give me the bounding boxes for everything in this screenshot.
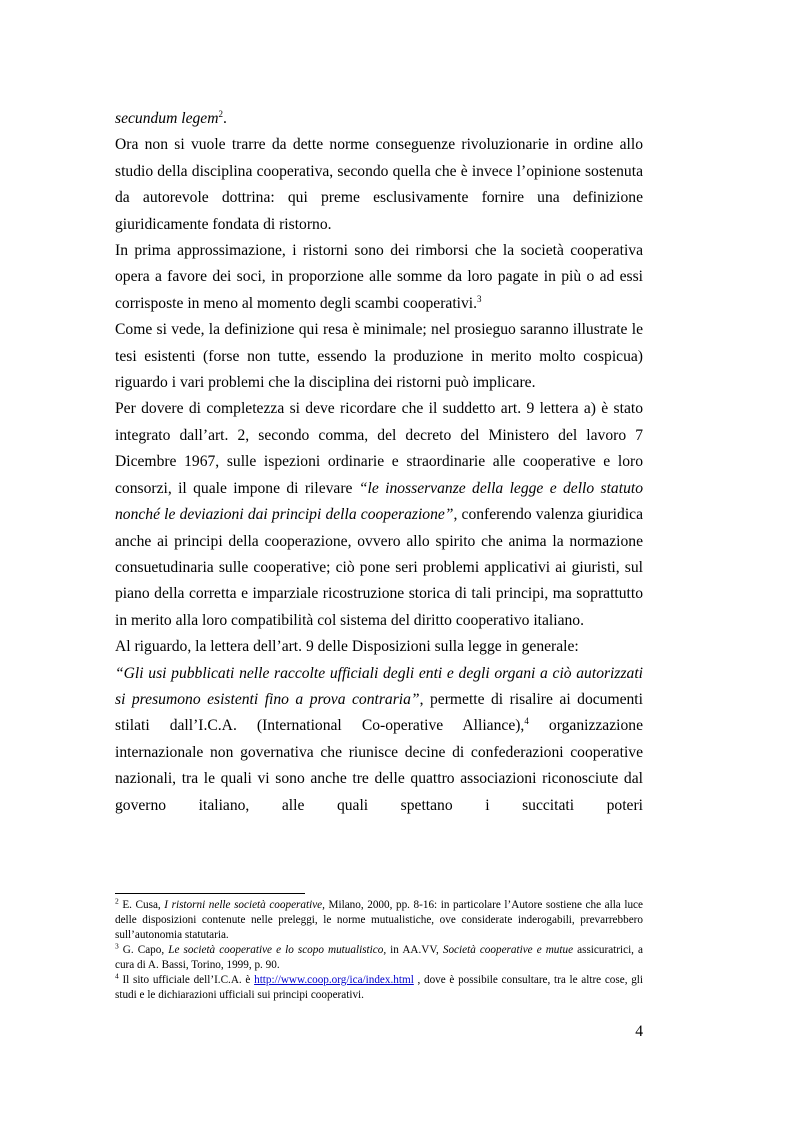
text-fragment: Per dovere di completezza si deve ricordare che il suddetto art. 9 lettera a) è stato integrato dall’art. 2, secondo comma, del decreto del Ministero del lavoro 7 Dicembre 1967, sulle ispezioni ordinarie e straordinarie alle cooperative e loro consorzi, il quale impone di rilevare <box>115 400 643 497</box>
text-fragment: . <box>223 110 227 127</box>
paragraph-1 <box>115 106 643 132</box>
italic-text: secundum legem <box>115 110 219 127</box>
paragraph-5 <box>115 396 643 634</box>
page-number: 4 <box>635 1023 643 1040</box>
text-fragment: organizzazione internazionale non governativa che riunisce decine di confederazioni cooperative nazionali, tra le quali vi sono anche tre delle quattro associazioni riconosciute dal governo italiano, alle quali spettano i succitati poteri <box>115 717 643 814</box>
text-fragment: , conferendo valenza giuridica anche ai principi della cooperazione, ovvero allo spirito che anima la normazione consuetudinaria sulle cooperative; ciò pone seri problemi applicativi ai giuristi, sul piano della corretta e imparziale ricostruzione storica di tali principi, ma soprattutto in merito alla loro compatibilità col sistema del diritto cooperativo italiano. <box>115 506 643 629</box>
italic-text: I ristorni nelle società cooperative, <box>164 899 325 911</box>
paragraph-2: Ora non si vuole trarre da dette norme conseguenze rivoluzionarie in ordine allo studio della disciplina cooperativa, secondo quella che è invece l’opinione sostenuta da autorevole dottrina: qui preme esclusivamente fornire una definizione giuridicamente fondata di ristorno. <box>115 136 643 233</box>
text-fragment: , permette di risalire ai documenti stilati dall’I.C.A. (International Co-operative Alliance), <box>115 690 643 735</box>
text-fragment: Il sito ufficiale dell’I.C.A. è <box>118 974 255 986</box>
footnote-number: 4 <box>115 971 119 981</box>
footnote-number: 3 <box>115 941 119 951</box>
text-fragment: , dove è possibile consultare, tra le altre cose, gli studi e le dichiarazioni ufficiali sui principi cooperativi. <box>115 974 644 1001</box>
paragraph-7 <box>115 661 643 819</box>
paragraph-3 <box>115 238 643 317</box>
paragraph-4: Come si vede, la definizione qui resa è minimale; nel prosieguo saranno illustrate le tesi esistenti (forse non tutte, essendo la produzione in merito molto cospicua) riguardo i vari problemi che la disciplina dei ristorni può implicare. <box>115 321 643 392</box>
footnote-ref[interactable]: 2 <box>218 108 223 119</box>
footnote-ref[interactable]: 3 <box>477 293 482 304</box>
main-text <box>115 106 643 819</box>
ica-website-link[interactable]: http://www.coop.org/ica/index.html <box>254 974 414 986</box>
footnote-2 <box>115 898 643 943</box>
footnote-number: 2 <box>115 896 119 906</box>
text-fragment: G. Capo, <box>118 944 169 956</box>
italic-text: Le società cooperative e lo scopo mutualistico, <box>168 944 387 956</box>
text-fragment: Milano, 2000, pp. 8-16: in particolare l’Autore sostiene che alla luce delle disposizioni contenute nelle preleggi, le norme mutualistiche, ove considerate inderogabili, prevarrebbero sull’autonomia statutaria. <box>115 899 643 941</box>
italic-quote: “le inosservanze della legge e dello statuto nonché le deviazioni dai principi della cooperazione” <box>115 479 643 524</box>
footnote-separator <box>115 893 305 894</box>
paragraph-6: Al riguardo, la lettera dell’art. 9 delle Disposizioni sulla legge in generale: <box>115 638 579 656</box>
text-fragment: E. Cusa, <box>118 899 165 911</box>
text-fragment: assicuratrici, a cura di A. Bassi, Torino, 1999, p. 90. <box>115 944 644 971</box>
text-fragment: In prima approssimazione, i ristorni sono dei rimborsi che la società cooperativa opera a favore dei soci, in proporzione alle somme da loro pagate in più o ad essi corrisposte in meno al momento degli scambi cooperativi. <box>115 242 643 312</box>
footnote-ref[interactable]: 4 <box>524 716 529 727</box>
italic-text: Società cooperative e mutue <box>442 944 574 956</box>
footnote-4 <box>115 973 643 1003</box>
footnote-3 <box>115 943 643 973</box>
italic-quote: “Gli usi pubblicati nelle raccolte ufficiali degli enti e degli organi a ciò autorizzati si presumono esistenti fino a prova contraria” <box>115 664 643 708</box>
text-fragment: in AA.VV, <box>386 944 443 956</box>
footnotes <box>115 898 643 1003</box>
